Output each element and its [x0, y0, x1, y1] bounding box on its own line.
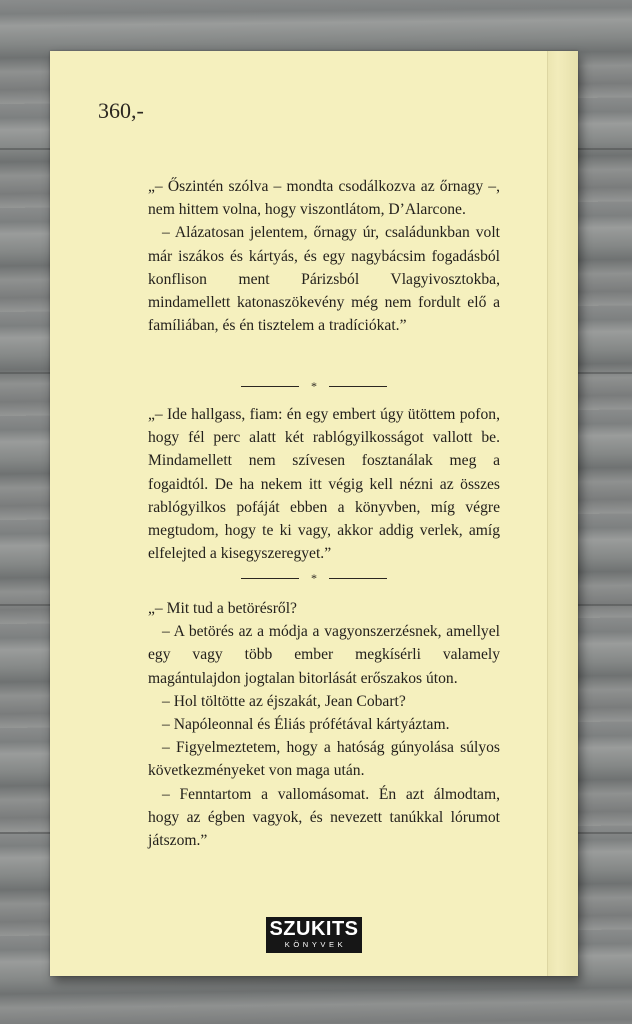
passage-paragraph: – Napóleonnal és Éliás prófétával kártyáztam. [162, 716, 450, 734]
book-spine-edge [547, 51, 578, 976]
passage-paragraph: „– Ide hallgass, fiam: én egy embert úgy ütöttem pofon, hogy fél perc alatt két rablógyilkosságot vallott be. Mindamellett nem szívesen fosztanálak meg a fogaidtól. De ha nekem itt végig kell nézni az összes rablógyilkos pofáját ebben a könyvben, míg végre megtudom, hogy te ki vagy, akkor addig verlek, amíg elfelejted a kisegyszeregyet.” [148, 406, 500, 563]
publisher-logo-name: SZUKITS [269, 918, 359, 940]
passage-paragraph: „– Őszintén szólva – mondta csodálkozva az őrnagy –, nem hittem volna, hogy viszontlátom, D’Alarcone. [148, 178, 500, 219]
publisher-logo-subtitle: KÖNYVEK [284, 940, 347, 949]
separator-rule [329, 578, 387, 579]
passage-paragraph: – Figyelmeztetem, hogy a hatóság gúnyolása súlyos következményeket von maga után. [148, 739, 500, 780]
book-back-cover [50, 51, 578, 976]
separator-rule [241, 386, 299, 387]
price-label: 360,- [98, 98, 144, 123]
separator-rule [241, 578, 299, 579]
passage-1 [148, 175, 500, 337]
passage-paragraph: – Alázatosan jelentem, őrnagy úr, családunkban volt már iszákos és kártyás, és egy nagybácsim fogadásból konflison ment Párizsból Vlagyivosztokba, mindamellett katonaszökevény még nem fordult elő a famíliában, és én tisztelem a tradíciókat.” [148, 224, 500, 335]
separator-star: * [311, 379, 317, 393]
passage-3 [148, 597, 500, 852]
separator-rule [329, 386, 387, 387]
passage-paragraph: – Hol töltötte az éjszakát, Jean Cobart? [162, 692, 406, 710]
passage-paragraph: – A betörés az a módja a vagyonszerzésnek, amellyel egy vagy több ember megkísérli valamely magántulajdon jogtalan bitorlását erőszakos úton. [148, 623, 500, 687]
section-separator [241, 379, 387, 393]
passage-2 [148, 403, 500, 565]
separator-star: * [311, 571, 317, 585]
publisher-logo [266, 917, 362, 953]
passage-paragraph: „– Mit tud a betörésről? [148, 600, 297, 617]
passage-paragraph: – Fenntartom a vallomásomat. Én azt álmodtam, hogy az égben vagyok, és nevezett tanúkkal lórumot játszom.” [148, 785, 500, 850]
section-separator [241, 571, 387, 585]
